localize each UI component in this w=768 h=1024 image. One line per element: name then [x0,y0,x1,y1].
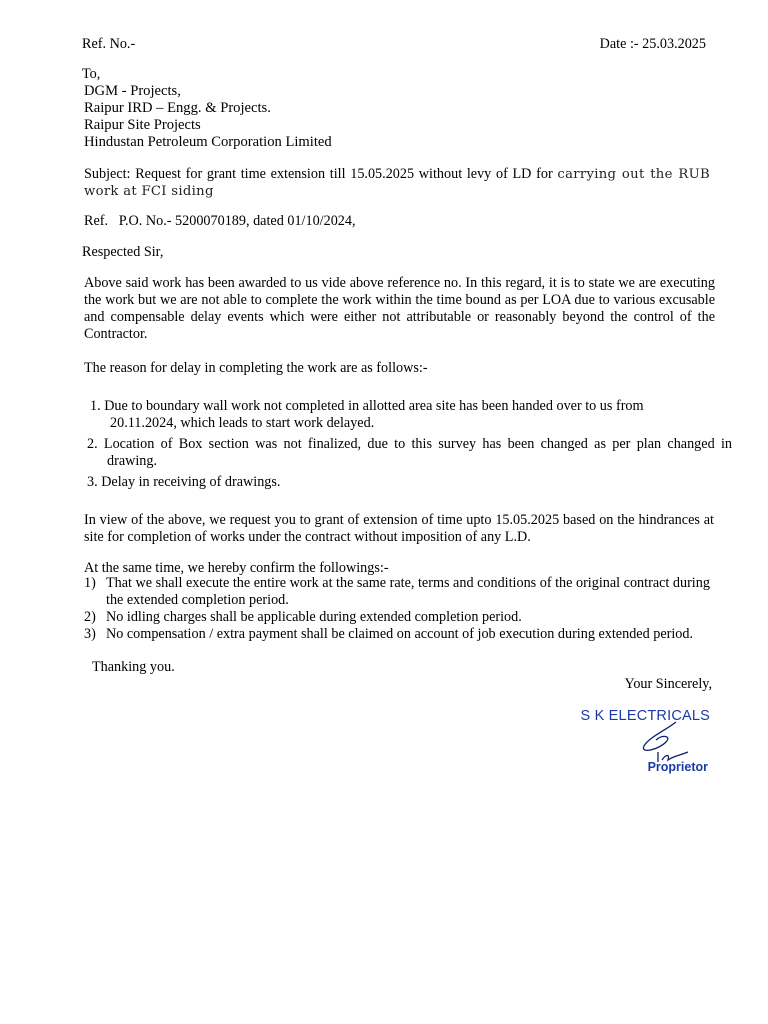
address-line: Hindustan Petroleum Corporation Limited [84,134,332,150]
list-number: 1) [84,575,96,591]
recipient-address [82,66,332,151]
letter-date: Date :- 25.03.2025 [599,36,706,52]
confirm-intro: At the same time, we hereby confirm the followings:- [84,560,389,576]
subject-main: Subject: Request for grant time extension till 15.05.2025 without levy of LD for [84,166,553,182]
body-paragraph-2: In view of the above, we request you to grant of extension of time upto 15.05.2025 based on the hindrances at site for completion of works under the contract without imposition of any L.D. [84,512,714,545]
address-line: Raipur Site Projects [84,117,201,133]
ref-number: Ref. No.- [82,36,136,52]
address-line: Raipur IRD – Engg. & Projects. [84,100,271,116]
company-stamp [556,706,716,778]
list-item [84,575,714,609]
po-reference [84,213,356,230]
closing-thanks: Thanking you. [92,659,175,675]
list-item [84,626,714,643]
list-number: 3) [84,626,96,642]
address-to: To, [82,66,101,82]
list-number: 2) [84,609,96,625]
list-text: No compensation / extra payment shall be claimed on account of job execution during extended period. [106,626,694,642]
ref-label: Ref. [84,213,109,229]
subject-continuation: carrying out the RUB work at FCI siding [84,167,710,199]
list-item: 3. Delay in receiving of drawings. [87,474,281,490]
list-item: 2. Location of Box section was not finalized, due to this survey has been changed as per plan changed in drawing. [87,436,732,469]
ref-text: P.O. No.- 5200070189, dated 01/10/2024, [118,213,356,229]
signature-mark [636,716,708,762]
closing-sincerely: Your Sincerely, [624,676,712,692]
reason-intro: The reason for delay in completing the work are as follows:- [84,360,428,376]
list-item: 1. Due to boundary wall work not completed in allotted area site has been handed over to us from 20.11.2024, which leads to start work delayed. [90,398,644,431]
letter-header [82,36,706,53]
subject-line [84,166,710,200]
salutation: Respected Sir, [82,244,164,260]
list-item [84,609,714,626]
list-text: That we shall execute the entire work at the same rate, terms and conditions of the original contract during the extended completion period. [106,575,710,608]
body-paragraph-1: Above said work has been awarded to us vide above reference no. In this regard, it is to state we are executing the work but we are not able to complete the work within the time bound as per LOA due to various excusable and compensable delay events which were either not attributable or reasonably beyond the control of the Contractor. [84,275,715,342]
stamp-company-name: S K ELECTRICALS [580,708,710,724]
stamp-title: Proprietor [647,760,708,774]
confirmation-list [84,575,714,643]
list-text: No idling charges shall be applicable during extended completion period. [106,609,522,625]
address-line: DGM - Projects, [84,83,181,99]
